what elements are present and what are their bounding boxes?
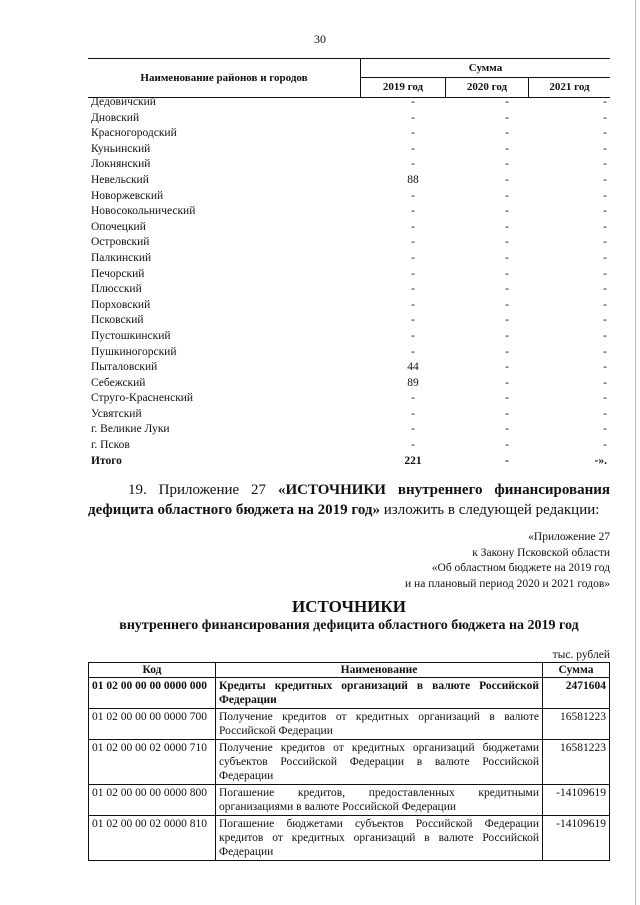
value-2021: - [603, 298, 607, 311]
amendment-suffix: изложить в следующей редакции: [380, 502, 600, 518]
district-row [88, 126, 610, 142]
district-name: Пыталовский [91, 361, 158, 374]
value-2020: - [505, 111, 509, 124]
value-2019-text: 89 [407, 376, 419, 389]
districts-table-body [88, 95, 610, 469]
district-name: Дедовичский [91, 96, 156, 108]
value-2019-text: - [411, 220, 415, 233]
value-2020: - [505, 298, 509, 311]
value-2021: - [603, 173, 607, 186]
value-2020: - [505, 439, 509, 452]
value-2019-text: - [411, 423, 415, 436]
district-row [88, 157, 610, 173]
district-row [88, 220, 610, 236]
value-2021: - [603, 251, 607, 264]
year-2019-header: 2019 год [361, 78, 446, 97]
sources-table-row [89, 678, 610, 709]
value-2019 [361, 422, 445, 438]
value-2021: - [603, 345, 607, 358]
value-2019-text: - [411, 96, 415, 108]
district-name: Опочецкий [91, 220, 146, 233]
sum-cell: -14109619 [543, 816, 610, 861]
value-2021: - [603, 189, 607, 202]
value-2021: - [603, 236, 607, 249]
sources-table [88, 662, 610, 861]
value-2021: - [603, 96, 607, 108]
district-row [88, 267, 610, 283]
value-2019 [361, 204, 445, 220]
name-column-header: Наименование [216, 663, 543, 678]
name-cell: Погашение бюджетами субъектов Российской Федерации кредитов от кредитных организаций в валюте Российской Федерации [216, 816, 543, 861]
annex-line: и на плановый период 2020 и 2021 годов» [405, 577, 610, 590]
district-name: Новосокольнический [91, 205, 196, 218]
value-2019-text: - [411, 283, 415, 296]
sum-column-header: Сумма [361, 59, 610, 78]
value-2019 [361, 407, 445, 423]
value-2020: - [505, 267, 509, 280]
annex-line: «Приложение 27 [528, 531, 610, 543]
district-row [88, 111, 610, 127]
districts-table-header [88, 58, 610, 98]
amendment-prefix: 19. Приложение 27 [128, 482, 278, 498]
value-2019 [361, 454, 445, 470]
district-name: Палкинский [91, 251, 152, 264]
district-name: Себежский [91, 376, 146, 389]
value-2019-text: - [411, 158, 415, 171]
district-name: Островский [91, 236, 150, 249]
value-2019-text: - [411, 236, 415, 249]
value-2019 [361, 438, 445, 454]
amendment-paragraph [88, 480, 610, 520]
district-row [88, 282, 610, 298]
district-row [88, 173, 610, 189]
district-name: Плюсский [91, 283, 142, 296]
annex-line: к Закону Псковской области [472, 546, 610, 559]
value-2019-text: 44 [407, 361, 419, 374]
district-row [88, 438, 610, 454]
document-title: ИСТОЧНИКИ [292, 597, 406, 616]
value-2020: - [505, 236, 509, 249]
value-2019-text: - [411, 345, 415, 358]
value-2019-text: - [411, 189, 415, 202]
sum-cell: 16581223 [543, 709, 610, 740]
value-2019-text: - [411, 439, 415, 452]
units-label: тыс. рублей [552, 649, 610, 661]
value-2019 [361, 126, 445, 142]
district-name: Новоржевский [91, 189, 164, 202]
value-2019-text: - [411, 127, 415, 140]
value-2020: - [505, 173, 509, 186]
value-2019 [361, 220, 445, 236]
district-row [88, 360, 610, 376]
district-row [88, 189, 610, 205]
name-cell: Кредиты кредитных организаций в валюте Российской Федерации [216, 678, 543, 709]
value-2019-text: 88 [407, 173, 419, 186]
code-cell: 01 02 00 00 00 0000 700 [89, 709, 216, 740]
name-cell: Погашение кредитов, предоставленных кредитными организациями в валюте Российской Федерации [216, 785, 543, 816]
value-2019 [361, 251, 445, 267]
annex-reference [405, 530, 610, 592]
value-2019 [361, 157, 445, 173]
value-2021: - [603, 407, 607, 420]
sum-cell: 2471604 [543, 678, 610, 709]
district-name: Пустошкинский [91, 329, 171, 342]
value-2019 [361, 376, 445, 392]
value-2021: - [603, 376, 607, 389]
value-2019 [361, 111, 445, 127]
value-2020: - [505, 407, 509, 420]
district-name: Порховский [91, 298, 151, 311]
value-2021: - [603, 158, 607, 171]
districts-table [88, 58, 610, 467]
value-2021: - [603, 111, 607, 124]
district-row [88, 422, 610, 438]
page-number: 30 [314, 32, 326, 46]
district-row [88, 345, 610, 361]
district-row [88, 95, 610, 111]
district-row [88, 235, 610, 251]
value-2021: - [603, 392, 607, 405]
value-2021: - [603, 439, 607, 452]
code-cell: 01 02 00 00 02 0000 810 [89, 816, 216, 861]
code-cell: 01 02 00 00 00 0000 000 [89, 678, 216, 709]
district-name: Локнянский [91, 158, 151, 171]
district-row [88, 376, 610, 392]
value-2020: - [505, 345, 509, 358]
value-2020: - [505, 454, 509, 467]
code-cell: 01 02 00 00 00 0000 800 [89, 785, 216, 816]
value-2020: - [505, 142, 509, 155]
value-2021: - [603, 314, 607, 327]
value-2020: - [505, 158, 509, 171]
value-2019-text: - [411, 329, 415, 342]
district-name: Куньинский [91, 142, 151, 155]
sources-table-row [89, 740, 610, 785]
name-cell: Получение кредитов от кредитных организаций бюджетами субъектов Российской Федерации в валюте Российской Федерации [216, 740, 543, 785]
district-name: Печорский [91, 267, 145, 280]
value-2019-text: - [411, 298, 415, 311]
value-2020: - [505, 220, 509, 233]
value-2019 [361, 142, 445, 158]
value-2020: - [505, 251, 509, 264]
value-2021: - [603, 283, 607, 296]
sum-column-header: Сумма [543, 663, 610, 678]
value-2019 [361, 345, 445, 361]
district-name: Струго-Красненский [91, 392, 194, 405]
value-2021: - [603, 127, 607, 140]
value-2019 [361, 313, 445, 329]
value-2019 [361, 282, 445, 298]
annex-line: «Об областном бюджете на 2019 год [431, 562, 610, 574]
sources-table-body [89, 678, 610, 861]
value-2020: - [505, 423, 509, 436]
value-2021: - [603, 220, 607, 233]
total-row [88, 454, 610, 470]
value-2020: - [505, 361, 509, 374]
value-2019-text: - [411, 267, 415, 280]
district-row [88, 407, 610, 423]
district-name: г. Псков [91, 439, 130, 452]
district-name: Усвятский [91, 407, 142, 420]
year-2021-header: 2021 год [549, 81, 590, 93]
value-2019 [361, 360, 445, 376]
sum-cell: -14109619 [543, 785, 610, 816]
value-2019-text: - [411, 392, 415, 405]
value-2020: - [505, 127, 509, 140]
value-2019-text: - [411, 142, 415, 155]
sources-table-row [89, 816, 610, 861]
amendment-bold-title: «ИСТОЧНИКИ внутреннего финансирования дефицита областного бюджета на 2019 год» [88, 482, 610, 518]
district-row [88, 313, 610, 329]
value-2020: - [505, 189, 509, 202]
value-2019 [361, 298, 445, 314]
value-2021: - [603, 361, 607, 374]
value-2019 [361, 267, 445, 283]
sources-table-row [89, 785, 610, 816]
sum-cell: 16581223 [543, 740, 610, 785]
value-2019 [361, 391, 445, 407]
value-2019-text: - [411, 407, 415, 420]
district-row [88, 391, 610, 407]
value-2021: - [603, 267, 607, 280]
value-2021: - [603, 329, 607, 342]
value-2021: - [603, 205, 607, 218]
district-name: г. Великие Луки [91, 423, 170, 436]
district-name: Пушкиногорский [91, 345, 177, 358]
name-cell: Получение кредитов от кредитных организаций в валюте Российской Федерации [216, 709, 543, 740]
value-2020: - [505, 392, 509, 405]
value-2020: - [505, 314, 509, 327]
value-2019-text: - [411, 251, 415, 264]
value-2021: - [603, 423, 607, 436]
district-row [88, 204, 610, 220]
value-2021: -». [594, 454, 607, 467]
value-2019-text: - [411, 314, 415, 327]
value-2019 [361, 95, 445, 111]
page-edge-line [635, 0, 636, 905]
value-2020: - [505, 329, 509, 342]
value-2020: - [505, 376, 509, 389]
value-2019-text: 221 [404, 454, 422, 467]
value-2019-text: - [411, 205, 415, 218]
name-column-header: Наименование районов и городов [88, 59, 361, 97]
value-2019 [361, 329, 445, 345]
value-2020: - [505, 205, 509, 218]
code-cell: 01 02 00 00 02 0000 710 [89, 740, 216, 785]
value-2020: - [505, 96, 509, 108]
code-column-header: Код [89, 663, 216, 678]
district-name: Дновский [91, 111, 140, 124]
district-name: Псковский [91, 314, 144, 327]
district-row [88, 298, 610, 314]
district-name: Красногородский [91, 127, 177, 140]
sources-table-row [89, 709, 610, 740]
value-2019 [361, 235, 445, 251]
value-2019-text: - [411, 111, 415, 124]
district-name: Невельский [91, 173, 149, 186]
district-row [88, 329, 610, 345]
value-2019 [361, 173, 445, 189]
district-row [88, 142, 610, 158]
district-row [88, 251, 610, 267]
document-subtitle: внутреннего финансирования дефицита областного бюджета на 2019 год [119, 618, 579, 633]
district-name: Итого [91, 454, 122, 467]
value-2021: - [603, 142, 607, 155]
value-2020: - [505, 283, 509, 296]
year-2020-header: 2020 год [446, 78, 529, 97]
value-2019 [361, 189, 445, 205]
sources-table-header [89, 663, 610, 678]
